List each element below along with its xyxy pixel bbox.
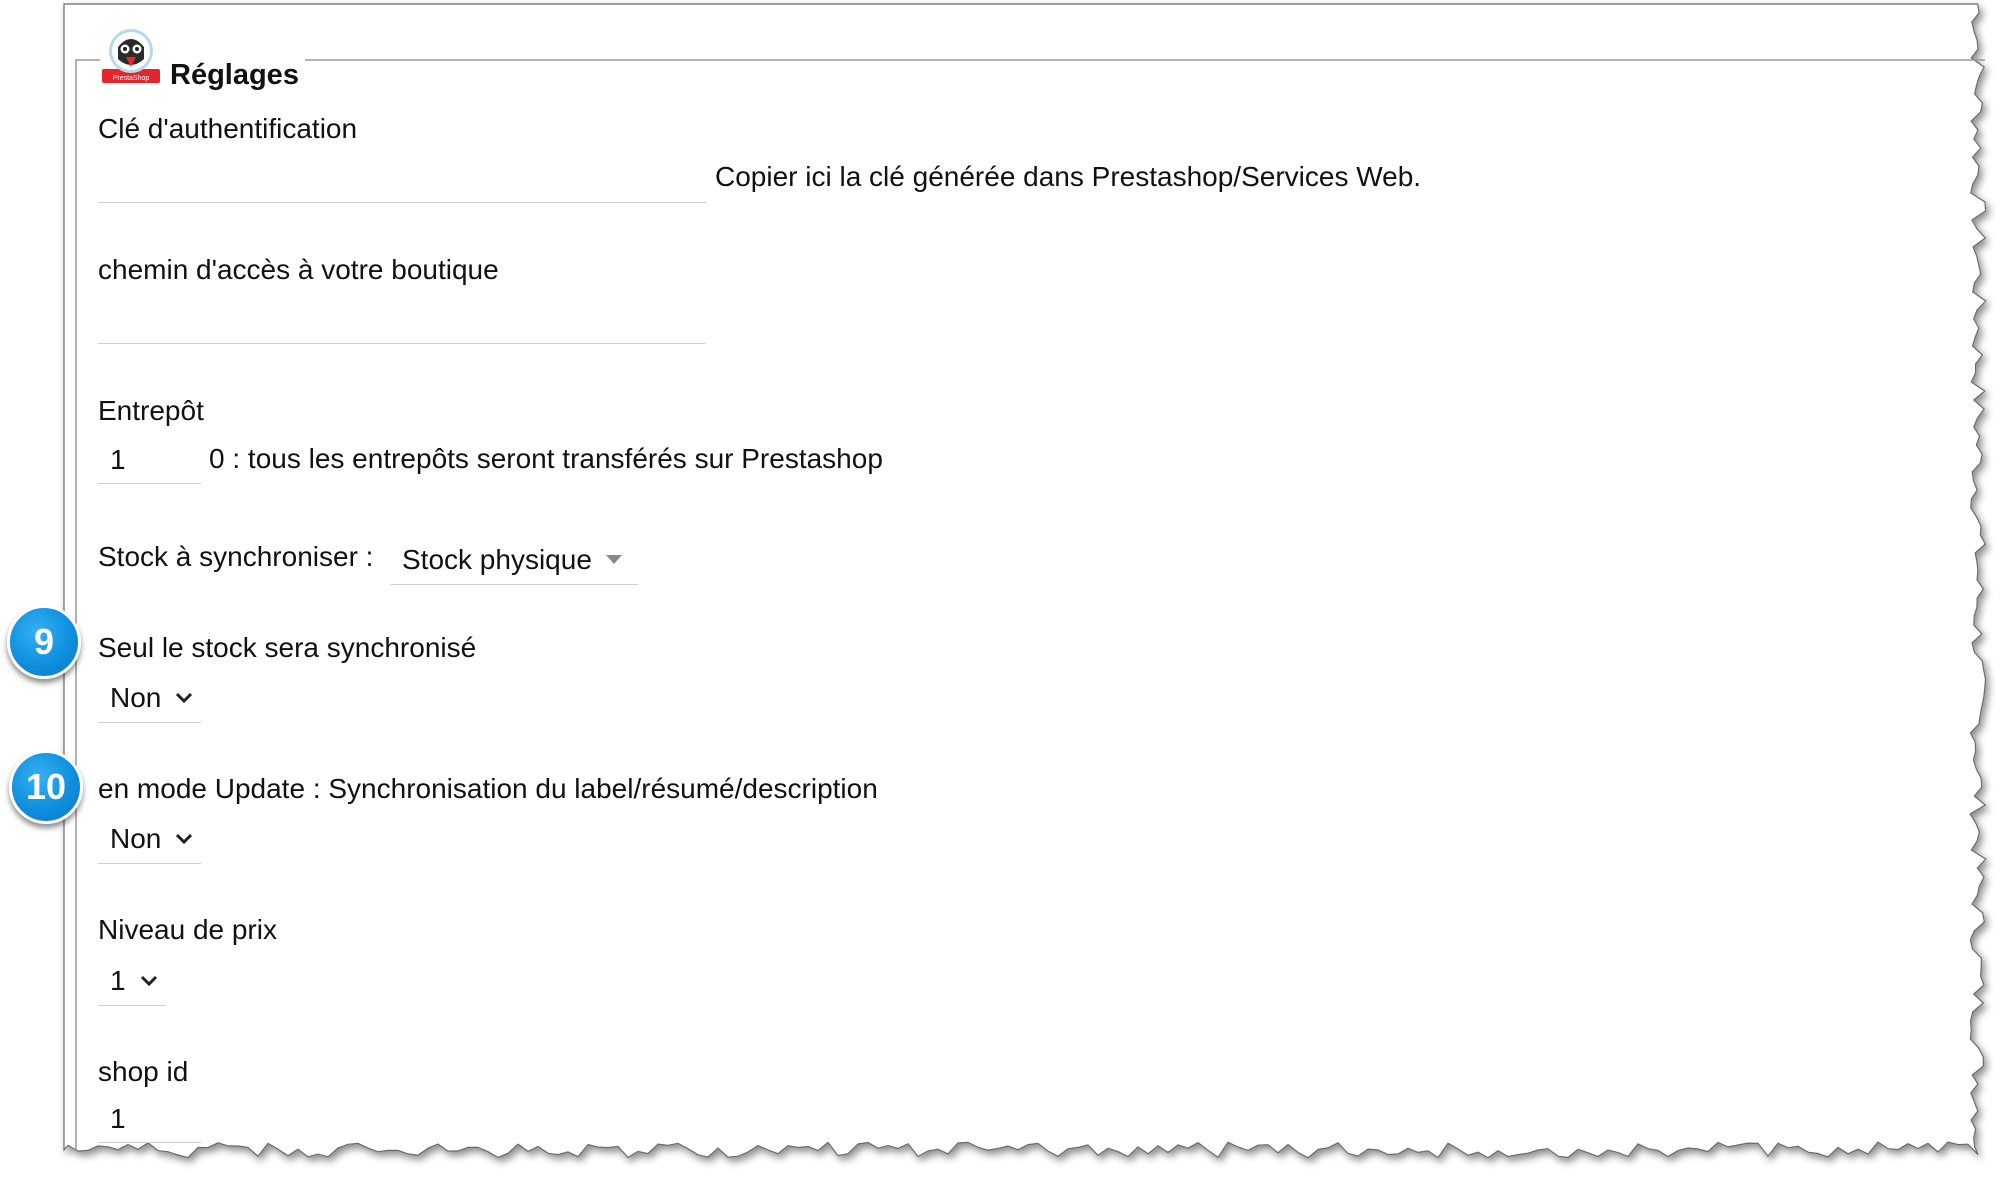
shop-path-label: chemin d'accès à votre boutique [98, 254, 499, 285]
chevron-down-icon [175, 692, 193, 704]
auth-key-input[interactable] [98, 155, 706, 203]
stock-sync-select[interactable] [390, 535, 638, 585]
warehouse-hint: 0 : tous les entrepôts seront transférés sur Prestashop [209, 443, 883, 474]
price-level-value: 1 [110, 964, 126, 996]
stock-sync-value: Stock physique [402, 543, 592, 575]
stock-only-value: Non [110, 681, 162, 713]
prestashop-logo-icon [100, 27, 162, 89]
warehouse-label: Entrepôt [98, 395, 204, 426]
dropdown-triangle-icon [606, 555, 622, 564]
stock-only-label: Seul le stock sera synchronisé [98, 632, 477, 663]
shop-path-input[interactable] [98, 296, 706, 344]
stock-sync-label: Stock à synchroniser : [98, 541, 374, 572]
price-level-select[interactable] [98, 956, 166, 1006]
auth-key-label: Clé d'authentification [98, 113, 358, 144]
warehouse-input[interactable] [98, 436, 201, 484]
section-title: Réglages [170, 59, 305, 92]
update-mode-select[interactable] [98, 814, 201, 864]
callout-badge-9: 9 [7, 605, 81, 679]
update-mode-label: en mode Update : Synchronisation du label/résumé/description [98, 773, 878, 804]
price-level-label: Niveau de prix [98, 914, 277, 945]
auth-key-hint: Copier ici la clé générée dans Prestashop/Services Web. [715, 161, 1422, 192]
callout-badge-10: 10 [9, 750, 83, 824]
svg-text:PrestaShop: PrestaShop [112, 75, 150, 82]
chevron-down-icon [140, 975, 158, 987]
update-mode-value: Non [110, 822, 162, 854]
shop-id-input[interactable] [98, 1095, 201, 1143]
shop-id-label: shop id [98, 1056, 189, 1087]
stock-only-select[interactable] [98, 673, 201, 723]
chevron-down-icon [175, 833, 193, 845]
